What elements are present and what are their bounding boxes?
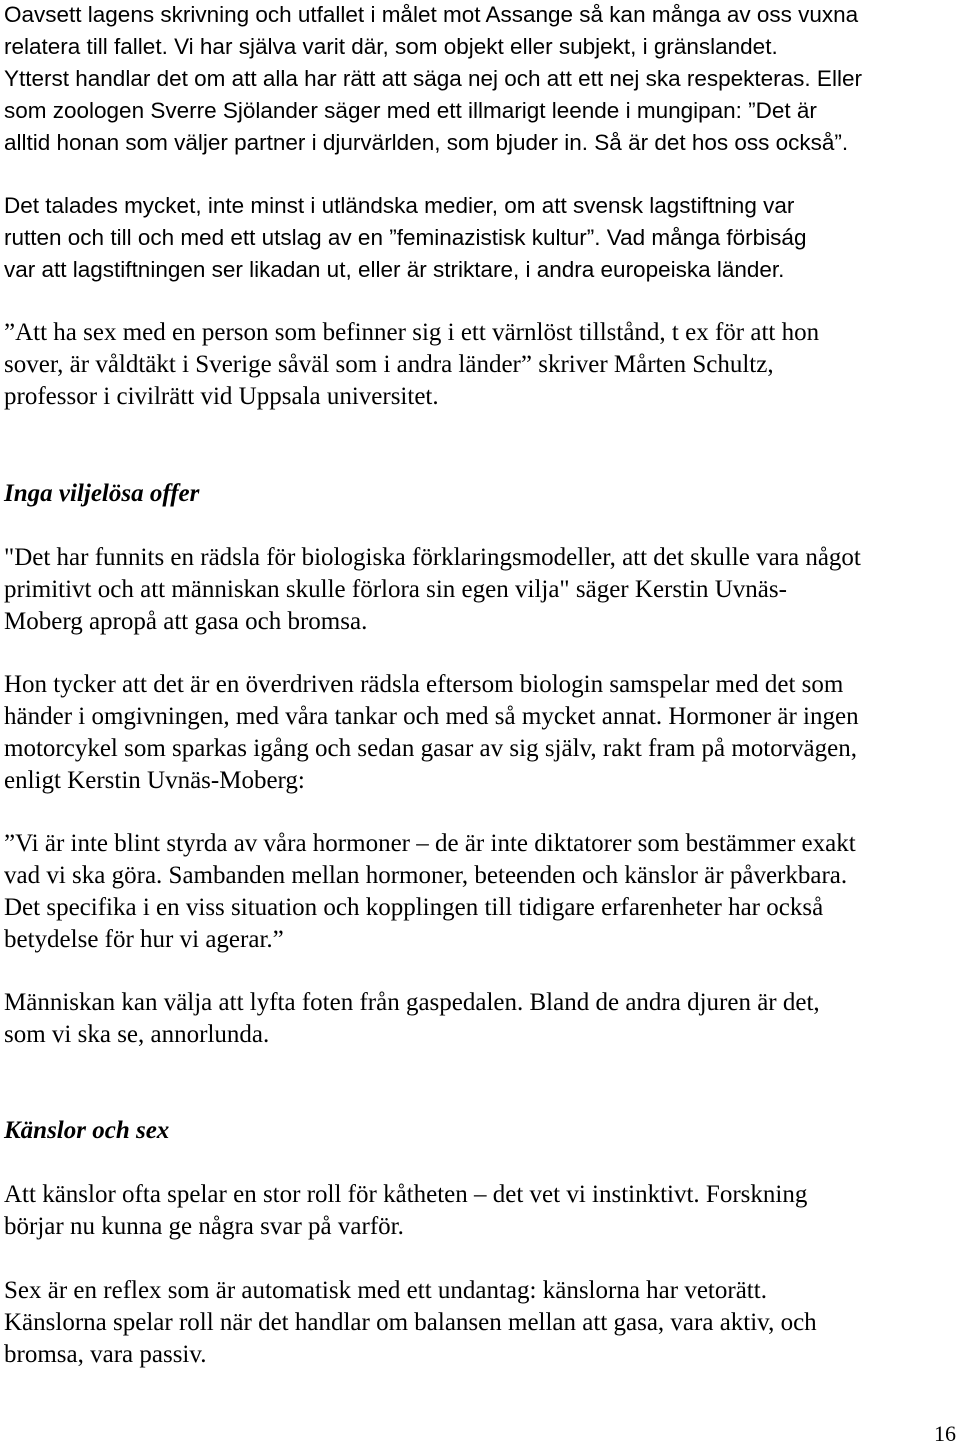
- text-line: relatera till fallet. Vi har själva varit där, som objekt eller subjekt, i gränslandet.: [4, 34, 778, 59]
- paragraph-gas-pedal: [4, 987, 820, 1051]
- text-line: som vi ska se, annorlunda.: [4, 1021, 270, 1048]
- text-line: professor i civilrätt vid Uppsala universitet.: [4, 383, 439, 410]
- text-line: som zoologen Sverre Sjölander säger med ett illmarigt leende i mungipan: ”Det är: [4, 98, 817, 123]
- text-line: bromsa, vara passiv.: [4, 1341, 207, 1368]
- text-line: "Det har funnits en rädsla för biologiska förklaringsmodeller, att det skulle vara något: [4, 544, 861, 571]
- page-number: 16: [934, 1421, 956, 1446]
- text-line: betydelse för hur vi agerar.”: [4, 926, 284, 953]
- text-line: Människan kan välja att lyfta foten från gaspedalen. Bland de andra djuren är det,: [4, 989, 820, 1016]
- text-line: börjar nu kunna ge några svar på varför.: [4, 1213, 404, 1240]
- section-heading: Känslor och sex: [4, 1117, 170, 1144]
- text-line: Sex är en reflex som är automatisk med ett undantag: känslorna har vetorätt.: [4, 1277, 767, 1304]
- section-heading: Inga viljelösa offer: [4, 480, 200, 507]
- text-line: Att känslor ofta spelar en stor roll för kåtheten – det vet vi instinktivt. Forskning: [4, 1181, 808, 1208]
- text-line: Moberg apropå att gasa och bromsa.: [4, 608, 368, 635]
- text-line: händer i omgivningen, med våra tankar och med så mycket annat. Hormoner är ingen: [4, 703, 859, 730]
- text-line: motorcykel som sparkas igång och sedan gasar av sig själv, rakt fram på motorvägen,: [4, 735, 857, 762]
- paragraph-legislation: [4, 190, 806, 286]
- paragraph-assange: [4, 0, 862, 159]
- text-line: ”Vi är inte blint styrda av våra hormoner – de är inte diktatorer som bestämmer exakt: [4, 830, 856, 857]
- text-line: Det talades mycket, inte minst i utländska medier, om att svensk lagstiftning var: [4, 193, 795, 218]
- text-line: Ytterst handlar det om att alla har rätt att säga nej och att ett nej ska respekteras. Eller: [4, 66, 862, 91]
- text-line: Oavsett lagens skrivning och utfallet i målet mot Assange så kan många av oss vuxna: [4, 2, 859, 27]
- paragraph-reflex: [4, 1275, 817, 1371]
- text-line: Känslorna spelar roll när det handlar om balansen mellan att gasa, vara aktiv, och: [4, 1309, 817, 1336]
- text-line: vad vi ska göra. Sambanden mellan hormoner, beteenden och känslor är påverkbara.: [4, 862, 848, 889]
- paragraph-feelings: [4, 1179, 807, 1243]
- text-line: alltid honan som väljer partner i djurvärlden, som bjuder in. Så är det hos oss också”.: [4, 130, 849, 155]
- text-line: ”Att ha sex med en person som befinner sig i ett värnlöst tillstånd, t ex för att hon: [4, 319, 820, 346]
- paragraph-hormones: [4, 669, 859, 797]
- text-line: enligt Kerstin Uvnäs-Moberg:: [4, 767, 305, 794]
- paragraph-quote-uvnas-moberg: [4, 828, 856, 956]
- text-line: rutten och till och med ett utslag av en ”feminazistisk kultur”. Vad många förbiság: [4, 225, 807, 250]
- text-line: Det specifika i en viss situation och kopplingen till tidigare erfarenheter har också: [4, 894, 824, 921]
- paragraph-quote-schultz: [4, 317, 819, 413]
- text-line: sover, är våldtäkt i Sverige såväl som i andra länder” skriver Mårten Schultz,: [4, 351, 774, 378]
- text-line: Hon tycker att det är en överdriven rädsla eftersom biologin samspelar med det som: [4, 671, 844, 698]
- text-line: primitivt och att människan skulle förlora sin egen vilja" säger Kerstin Uvnäs-: [4, 576, 787, 603]
- paragraph-fear: [4, 542, 861, 638]
- text-line: var att lagstiftningen ser likadan ut, eller är striktare, i andra europeiska länder.: [4, 257, 785, 282]
